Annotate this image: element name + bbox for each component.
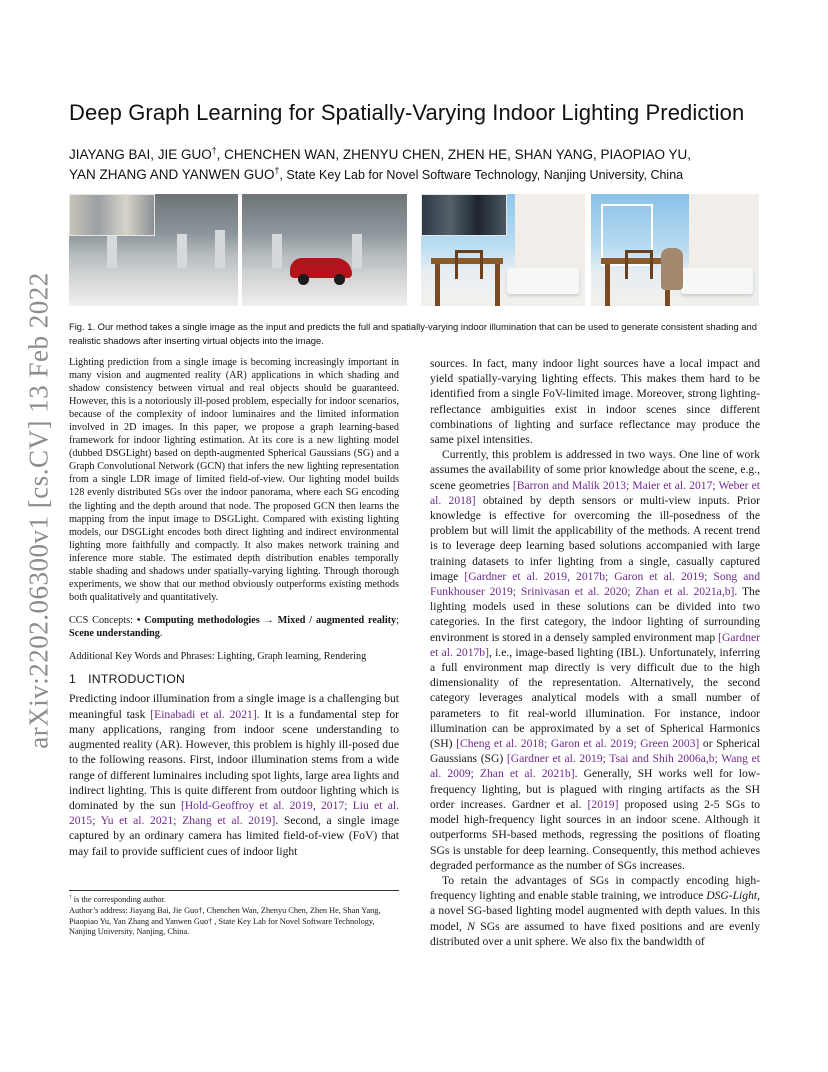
panorama-inset	[69, 194, 155, 236]
ccs-concepts: CCS Concepts: • Computing methodologies → Mixed / augmented reality; Scene understanding.	[69, 614, 399, 640]
citation-link[interactable]: [Einabadi et al. 2021]	[150, 707, 257, 721]
figure-panel-bedroom-input	[421, 194, 585, 306]
footnote-address: Author’s address: Jiayang Bai, Jie Guo†, Chenchen Wan, Zhenyu Chen, Zhen He, Shan Yang, Piaopiao Yu, Yan Zhang and Yanwen Guo† , State Key Lab for Novel Software Technology, Nanjing University, Nanjing, China.	[69, 906, 381, 937]
text-run: sources. In fact, many indoor light sources have a local impact and yield spatially-varying lighting effects. This makes them hard to be identified from a single FoV-limited image. Moreover, strong lighting-reflectance ambiguities exist in indoor scenes since different combinations of lighting and surface reflectance may produce the same pixel intensities.	[430, 357, 760, 447]
body-paragraph	[430, 356, 760, 447]
text-run: , i.e., image-based lighting (IBL). Unfortunately, inferring a full environment map directly is very difficult due to the high dimensionality of the representation. Alternatively, the second category leverages analytical models with a small number of parameters to fit real-world illumination. For instance, indoor illumination can be approximated by a set of Spherical Harmonics (SH)	[430, 645, 761, 751]
citation-link[interactable]: [Gardner et al. 2019; Tsai and Shih 2006a,b; Wang et al. 2009; Zhan et al. 2021b]	[430, 752, 760, 781]
citation-link[interactable]: [Gardner et al. 2017b]	[430, 630, 760, 659]
panorama-inset	[421, 194, 507, 236]
text-run: Currently, this problem is addressed in two ways. One line of work assumes the availability of some prior knowledge about the scene, e.g., scene geometries	[430, 448, 760, 492]
text-run: SGs are assumed to have fixed positions and are evenly distributed over a unit sphere. We also fix the bandwidth of	[430, 919, 760, 948]
figure-panel-lobby-car	[242, 194, 407, 306]
section-number: 1	[69, 672, 77, 687]
teaser-figure	[69, 194, 759, 306]
citation-link[interactable]: [Hold-Geoffroy et al. 2019, 2017; Liu et al. 2015; Yu et al. 2021; Zhang et al. 2019]	[69, 798, 399, 828]
citation-link[interactable]: [2019]	[587, 797, 619, 811]
abstract: Lighting prediction from a single image is becoming increasingly important in many vision and augmented reality (AR) applications in which shading and shadow consistency between virtual and real objects should be guaranteed. However, this is a notoriously ill-posed problem, especially for indoor scenarios, because of the complexity of indoor luminaires and the limited information involved in 2D images. In this paper, we propose a graph learning-based framework for indoor lighting estimation. At its core is a new lighting model (dubbed DSGLight) based on depth-augmented Spherical Gaussians (SG) and a Graph Convolutional Network (GCN) that infers the new lighting representation from a single LDR image of limited field-of-view. Our lighting model builds 128 evenly distributed SGs over the indoor panorama, where each SG encoding the lighting and the depth around that node. The proposed GCN then learns the mapping from the input image to DSGLight. Compared with existing lighting models, our DSGLight encodes both direct lighting and indirect environmental lighting more faithfully and compactly. It also makes network training and inference more stable. The estimated depth distribution enables temporally stable shading and shadows under spatially-varying lighting. Through thorough experiments, we show that our method obviously outperforms existing methods both qualitatively and quantitatively.	[69, 357, 399, 603]
authors-line2: YAN ZHANG AND YANWEN GUO	[69, 167, 275, 182]
footnotes	[69, 890, 399, 939]
text-run: DSG-Light	[706, 889, 758, 903]
arxiv-stamp: arXiv:2202.06300v1 [cs.CV] 13 Feb 2022	[23, 271, 54, 749]
figure-panel-lobby-input	[69, 194, 238, 306]
keywords: Additional Key Words and Phrases: Lighting, Graph learning, Rendering	[69, 650, 367, 662]
text-run: . It is a fundamental step for many applications, ranging from indoor scene understanding to augmented reality (AR). However, this problem is highly ill-posed due to the following reasons. First, indoor illumination stems from a wide range of different luminaires including spot lights, large area lights and indirect lighting. This is quite different from outdoor lighting which is dominated by the sun	[69, 707, 400, 812]
affiliation: , State Key Lab for Novel Software Technology, Nanjing University, China	[279, 168, 684, 182]
citation-link[interactable]: [Barron and Malik 2013; Maier et al. 2017; Weber et al. 2018]	[430, 478, 760, 507]
figure-panel-bedroom-object	[591, 194, 759, 306]
paper-title: Deep Graph Learning for Spatially-Varying Indoor Lighting Prediction	[69, 100, 745, 125]
text-run: or Spherical Gaussians (SG)	[430, 737, 760, 766]
text-run: Predicting indoor illumination from a single image is a challenging but meaningful task	[69, 692, 399, 721]
dagger-mark: †	[211, 145, 217, 156]
right-column	[430, 356, 760, 949]
author-block	[69, 145, 769, 185]
section-heading	[69, 673, 399, 686]
body-paragraph	[430, 873, 760, 949]
authors-line1: JIAYANG BAI, JIE GUO	[69, 147, 212, 162]
virtual-statue	[661, 248, 683, 290]
section-title: INTRODUCTION	[88, 672, 186, 687]
text-run: proposed using 2-5 SGs to model high-frequency light sources in an indoor scene. Although it outperforms SH-based methods, regressing the positions of floating SGs is unstable for deep learning. Consequently, this method achieves degraded performance as the number of SGs increases.	[430, 797, 760, 872]
citation-link[interactable]: [Cheng et al. 2018; Garon et al. 2019; Green 2003]	[456, 737, 700, 751]
body-paragraph	[430, 447, 760, 873]
intro-paragraph	[69, 691, 399, 858]
dagger-mark: †	[274, 165, 280, 176]
footnote-corresponding: † is the corresponding author.	[69, 894, 166, 904]
text-run: , a novel SG-based lighting model augmented with depth values. In this model,	[430, 889, 760, 933]
text-run: obtained by depth sensors or multi-view inputs. Prior knowledge is effective for overcoming the ill-posedness of the problem but will limit the applicability of the methods. A recent trend is to leverage deep learning based solutions accompanied with large training datasets to infer lighting from a single, casually captured image	[430, 493, 760, 583]
figure-caption: Fig. 1. Our method takes a single image as the input and predicts the full and spatially-varying indoor illumination that can be used to generate consistent shading and realistic shadows after inserting virtual objects into the image.	[69, 321, 757, 346]
authors-line1-rest: , CHENCHEN WAN, ZHENYU CHEN, ZHEN HE, SHAN YANG, PIAOPIAO YU,	[216, 147, 691, 162]
text-run: . The lighting models used in these solutions can be divided into two categories. In the first category, the indoor lighting of surrounding environment is stored in a densely sampled environment map	[430, 585, 760, 644]
text-run: N	[467, 919, 475, 933]
citation-link[interactable]: [Gardner et al. 2019, 2017b; Garon et al. 2019; Song and Funkhouser 2019; Srinivasan et al. 2020; Zhan et al. 2021a,b]	[430, 569, 760, 599]
text-run: . Second, a single image captured by an ordinary camera has limited field-of-view (FoV) that may fail to provide sufficient cues of indoor light	[69, 814, 399, 858]
text-run: . Generally, SH works well for low-frequency lighting, but is plagued with ringing artifacts as the SH order increases. Gardner et al.	[430, 767, 760, 811]
text-run: To retain the advantages of SGs in compactly encoding high-frequency lighting and enable stable training, we introduce	[430, 873, 760, 903]
left-column	[69, 356, 399, 859]
